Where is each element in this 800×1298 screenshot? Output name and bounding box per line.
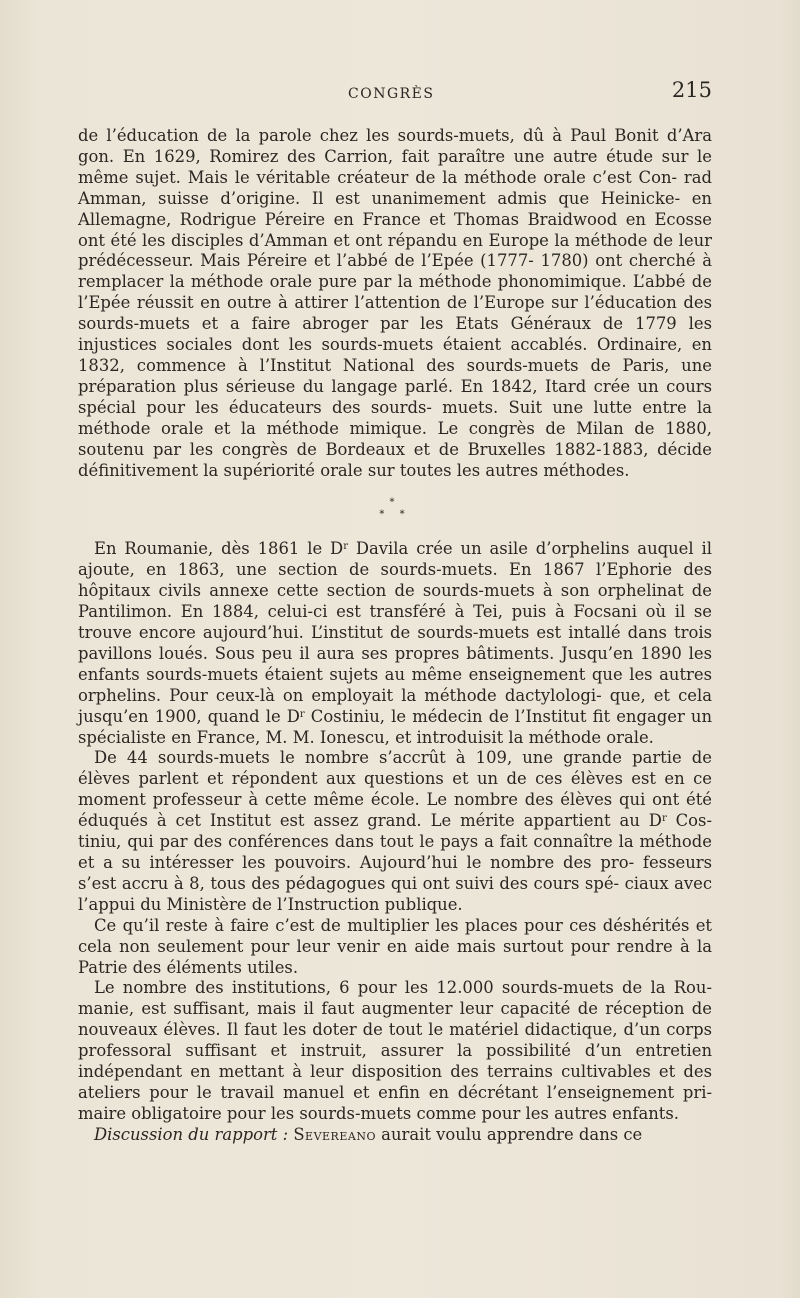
paragraph-3 [78, 748, 712, 915]
page-header [78, 78, 712, 110]
page-number: 215 [671, 78, 712, 102]
paragraph-4: Ce qu’il reste à faire c’est de multiplier les places pour ces déshérités et cela non seulement pour leur venir en aide mais surtout pour rendre à la Patrie des éléments utiles. [78, 915, 712, 977]
section-separator [78, 481, 712, 539]
asterism-bottom: * * [379, 509, 411, 521]
paragraph-3-part-a: De 44 sourds-muets le nombre s’accrût à 109, une grande partie de élèves parlent et répondent aux questions et un de ces élèves est en ce moment professeur à cette même école. Le nombre des élèves qui ont été éduqués à cet Institut est assez grand. Le mérite appartient au D [78, 748, 712, 831]
discussion-label: Discussion du rapport : [94, 1124, 289, 1144]
paragraph-2-part-b: Davila crée un asile d’orphelins auquel il ajoute, en 1863, une section de sourds-muets. En 1867 l’Ephorie des hôpitaux civils annexe cette section de sourds-muets à son orphelinat de Pantilimon. En 1884, celui-ci est transféré à Tei, puis à Focsani où il se trouve encore aujourd’hui. L’institut de sourds-muets est intallé dans trois pavillons loués. Sous peu il aura ses propres bâtiments. Jusqu’en 1890 les enfants sourds-muets étaient sujets au même enseignement que les autres orphelins. Pour ceux-là on employait la méthode dactylologi- que, et cela jusqu’en 1900, quand le D [78, 539, 712, 726]
paragraph-2-part-c: Costiniu, le médecin de l’Institut fit engager un spécialiste en France, M. M. Ionescu, et introduisit la méthode orale. [78, 706, 713, 747]
paragraph-3-part-b: Cos- tiniu, qui par des conférences dans tout le pays a fait connaître la méthode et a su intéresser les pouvoirs. Aujourd’hui le nombre des pro- fesseurs s’est accru à 8, tous des pédagogues qui ont suivi des cours spé- ciaux avec l’appui du Ministère de l’Instruction publique. [78, 811, 712, 914]
paragraph-6-text: aurait voulu apprendre dans ce [375, 1124, 643, 1144]
superscript-r: r [343, 541, 348, 553]
speaker-name: Severeano [293, 1124, 376, 1144]
running-title: CONGRÈS [348, 86, 435, 102]
paragraph-2 [78, 539, 712, 748]
body-text [78, 126, 712, 1146]
paragraph-5: Le nombre des institutions, 6 pour les 12.000 sourds-muets de la Rou- manie, est suffisant, mais il faut augmenter leur capacité de réception de nouveaux élèves. Il faut les doter de tout le matériel didactique, d’un corps professoral suffisant et instruit, assurer la possibilité d’un entretien indépendant en mettant à leur disposition des terrains cultivables et des ateliers pour le travail manuel et enfin en décrétant l’enseignement pri- maire obligatoire pour les sourds-muets comme pour les autres enfants. [78, 978, 712, 1123]
superscript-r: r [661, 813, 667, 825]
paragraph-1: de l’éducation de la parole chez les sourds-muets, dû à Paul Bonit d’Ara gon. En 1629, Romirez des Carrion, fait paraître une autre étude sur le même sujet. Mais le véritable créateur de la méthode orale c’est Con- rad Amman, suisse d’origine. Il est unanimement admis que Heinicke- en Allemagne, Rodrigue Péreire en France et Thomas Braidwood en Ecosse ont été les disciples d’Amman et ont répandu en Europe la méthode de leur prédécesseur. Mais Péreire et l’abbé de l’Epée (1777- 1780) ont cherché à remplacer la méthode orale pure par la méthode phonomimique. L’abbé de l’Epée réussit en outre à attirer l’attention de l’Europe sur l’éducation des sourds-muets et a faire abroger par les Etats Généraux de 1779 les injustices sociales dont les sourds-muets étaient accablés. Ordinaire, en 1832, commence à l’Institut National des sourds-muets de Paris, une préparation plus sérieuse du langage parlé. En 1842, Itard crée un cours spécial pour les éducateurs des sourds- muets. Suit une lutte entre la méthode orale et la méthode mimique. Le congrès de Milan de 1880, soutenu par les congrès de Bordeaux et de Bruxelles 1882-1883, décide définitivement la supériorité orale sur toutes les autres méthodes. [78, 126, 712, 480]
paragraph-2-part-a: En Roumanie, dès 1861 le D [94, 539, 344, 559]
paragraph-6 [78, 1125, 712, 1146]
superscript-r: r [299, 708, 305, 720]
asterism-top: * [389, 497, 401, 509]
